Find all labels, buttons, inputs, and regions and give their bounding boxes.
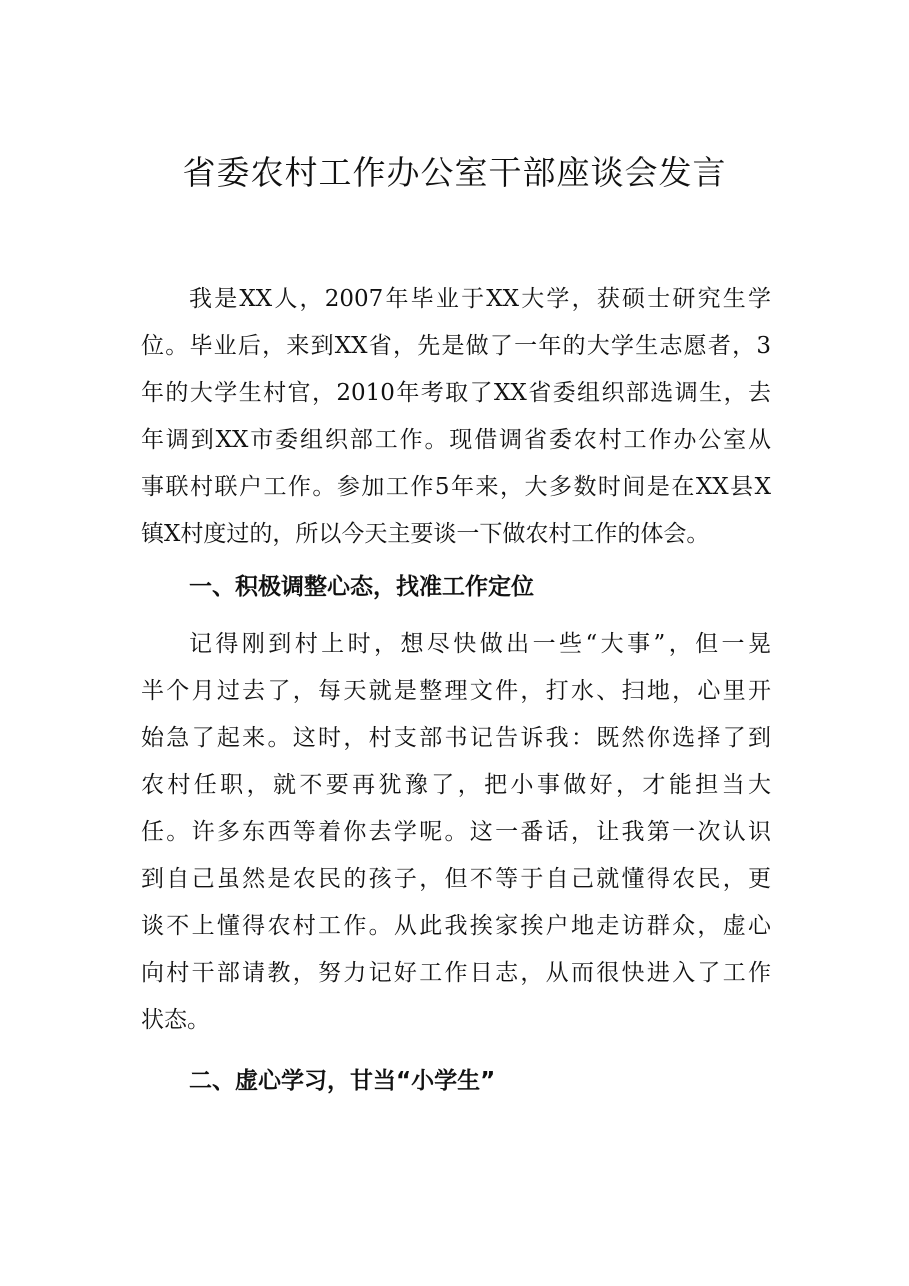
text-line: 年调到XX市委组织部工作。现借调省委农村工作办公室从 <box>141 427 771 453</box>
text-line: 我是XX人，2007年毕业于XX大学，获硕士研究生学 <box>189 286 771 312</box>
text-line: 始急了起来。这时，村支部书记告诉我：既然你选择了到 <box>141 725 771 751</box>
text-line: 谈不上懂得农村工作。从此我挨家挨户地走访群众，虚心 <box>141 913 771 939</box>
text-line: 到自己虽然是农民的孩子，但不等于自己就懂得农民，更 <box>141 866 771 892</box>
section1-paragraph <box>141 621 771 1044</box>
document-title: 省委农村工作办公室干部座谈会发言 <box>182 153 727 192</box>
text-line: 农村任职，就不要再犹豫了，把小事做好，才能担当大 <box>141 772 771 798</box>
text-line: 镇X村度过的，所以今天主要谈一下做农村工作的体会。 <box>141 521 710 547</box>
text-line: 状态。 <box>141 1007 210 1033</box>
text-line: 半个月过去了，每天就是整理文件，打水、扫地，心里开 <box>141 678 771 704</box>
text-line: 位。毕业后，来到XX省，先是做了一年的大学生志愿者，3 <box>141 333 771 359</box>
section-heading-2: 二、虚心学习，甘当“小学生” <box>189 1068 496 1094</box>
section-heading-1: 一、积极调整心态，找准工作定位 <box>189 574 534 600</box>
document-body <box>141 276 771 1105</box>
text-line: 任。许多东西等着你去学呢。这一番话，让我第一次认识 <box>141 819 771 845</box>
text-line: 记得刚到村上时，想尽快做出一些“大事”，但一晃 <box>189 631 771 657</box>
intro-paragraph <box>141 276 771 558</box>
text-line: 向村干部请教，努力记好工作日志，从而很快进入了工作 <box>141 960 771 986</box>
text-line: 年的大学生村官，2010年考取了XX省委组织部选调生，去 <box>141 380 771 406</box>
text-line: 事联村联户工作。参加工作5年来，大多数时间是在XX县X <box>141 474 771 500</box>
